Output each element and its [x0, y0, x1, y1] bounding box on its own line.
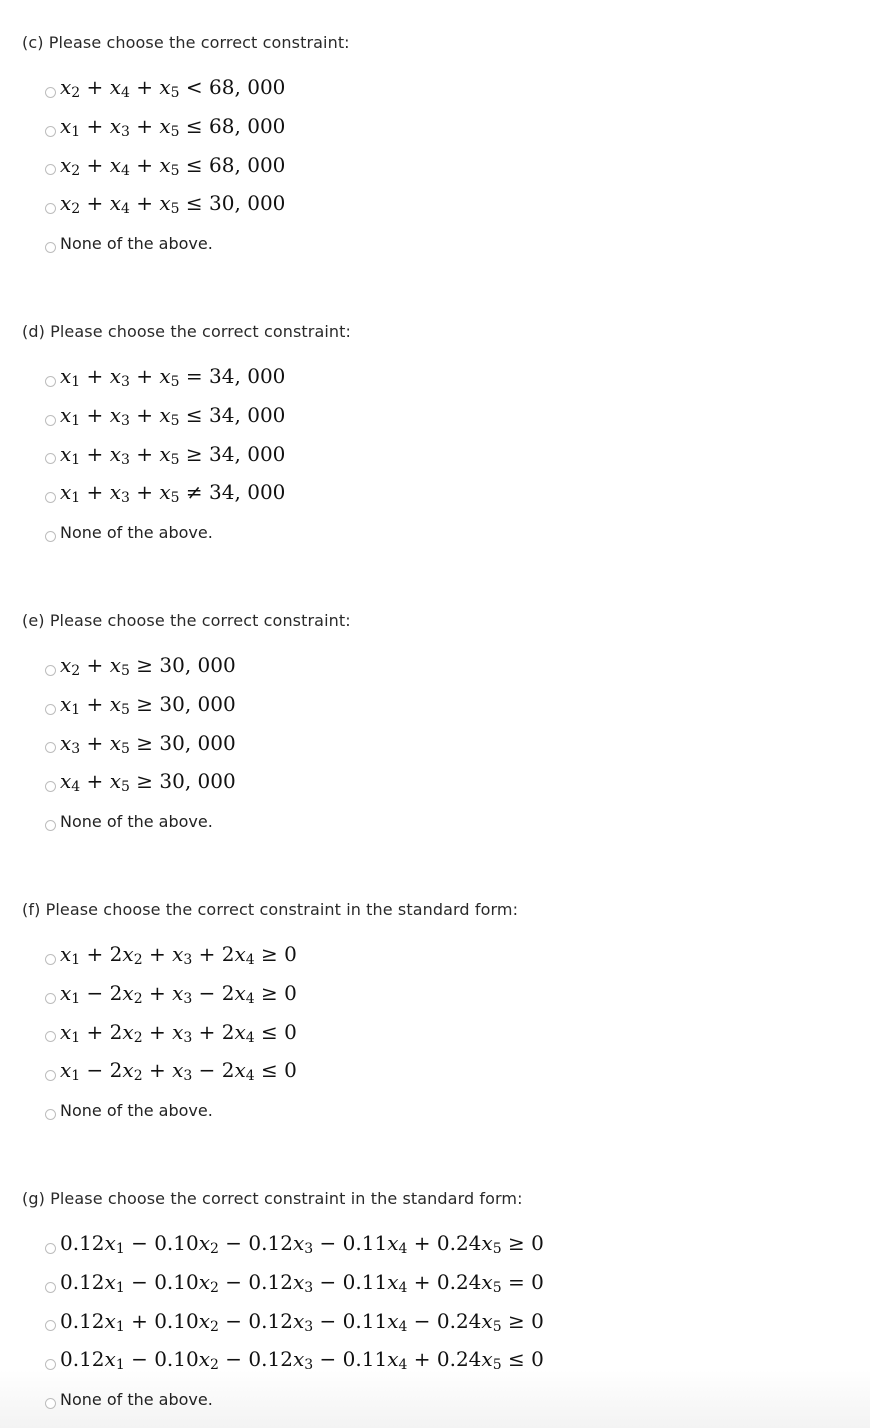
question-title: (e) Please choose the correct constraint: — [22, 611, 351, 630]
radio-button[interactable] — [45, 1359, 56, 1370]
radio-button[interactable] — [45, 665, 56, 676]
option-expression: $x_1 + x_5 \ge 30$, 000 — [60, 692, 236, 719]
option-expression: $0.12x_1 - 0.10x_2 - 0.12x_3 - 0.11x_4 + 0.24x_5 \ge 0$ — [60, 1231, 544, 1258]
options-group — [22, 69, 862, 262]
option-expression: $x_2 + x_4 + x_5 < 68$, 000 — [60, 75, 286, 102]
option-expression: $x_1 + x_3 + x_5 \le 34$, 000 — [60, 403, 286, 430]
radio-button[interactable] — [45, 242, 56, 253]
option-expression: $0.12x_1 + 0.10x_2 - 0.12x_3 - 0.11x_4 - 0.24x_5 \ge 0$ — [60, 1308, 544, 1335]
none-of-the-above-label: None of the above. — [60, 1100, 213, 1120]
option-expression: $0.12x_1 - 0.10x_2 - 0.12x_3 - 0.11x_4 + 0.24x_5 \le 0$ — [60, 1347, 544, 1374]
option-4[interactable] — [45, 763, 862, 802]
option-expression: $x_1 + x_3 + x_5 \le 68$, 000 — [60, 114, 286, 141]
option-expression: $x_1 - 2x_2 + x_3 - 2x_4 \le 0$ — [60, 1058, 297, 1085]
option-expression: $x_1 + 2x_2 + x_3 + 2x_4 \ge 0$ — [60, 942, 297, 969]
radio-button[interactable] — [45, 415, 56, 426]
option-4[interactable] — [45, 185, 862, 224]
option-expression: $x_4 + x_5 \ge 30$, 000 — [60, 769, 236, 796]
radio-button[interactable] — [45, 453, 56, 464]
radio-button[interactable] — [45, 1282, 56, 1293]
option-expression: $x_2 + x_4 + x_5 \le 68$, 000 — [60, 152, 286, 179]
option-4[interactable] — [45, 1341, 862, 1380]
radio-button[interactable] — [45, 203, 56, 214]
option-expression: $x_1 + x_3 + x_5 \ge 34$, 000 — [60, 441, 286, 468]
option-3[interactable] — [45, 724, 862, 763]
option-1[interactable] — [45, 647, 862, 686]
radio-button[interactable] — [45, 1070, 56, 1081]
radio-button[interactable] — [45, 820, 56, 831]
radio-button[interactable] — [45, 126, 56, 137]
radio-button[interactable] — [45, 1320, 56, 1331]
radio-button[interactable] — [45, 1398, 56, 1409]
radio-button[interactable] — [45, 1109, 56, 1120]
option-expression: $x_1 + x_3 + x_5 = 34$, 000 — [60, 364, 286, 391]
option-3[interactable] — [45, 1302, 862, 1341]
question-title: (f) Please choose the correct constraint in the standard form: — [22, 900, 519, 919]
options-group — [22, 936, 862, 1129]
question-f — [22, 899, 862, 1129]
option-expression: $x_1 - 2x_2 + x_3 - 2x_4 \ge 0$ — [60, 981, 297, 1008]
option-1[interactable] — [45, 936, 862, 975]
options-group — [22, 647, 862, 840]
option-none[interactable] — [45, 1091, 862, 1130]
radio-button[interactable] — [45, 993, 56, 1004]
option-1[interactable] — [45, 69, 862, 108]
option-none[interactable] — [45, 1380, 862, 1419]
question-title: (d) Please choose the correct constraint: — [22, 322, 352, 341]
radio-button[interactable] — [45, 781, 56, 792]
radio-button[interactable] — [45, 164, 56, 175]
option-none[interactable] — [45, 224, 862, 263]
option-expression: $x_1 + 2x_2 + x_3 + 2x_4 \le 0$ — [60, 1019, 297, 1046]
radio-button[interactable] — [45, 87, 56, 98]
none-of-the-above-label: None of the above. — [60, 522, 213, 542]
option-none[interactable] — [45, 802, 862, 841]
option-1[interactable] — [45, 358, 862, 397]
option-none[interactable] — [45, 513, 862, 552]
option-3[interactable] — [45, 146, 862, 185]
option-1[interactable] — [45, 1225, 862, 1264]
option-4[interactable] — [45, 474, 862, 513]
option-2[interactable] — [45, 108, 862, 147]
option-expression: $x_3 + x_5 \ge 30$, 000 — [60, 730, 236, 757]
radio-button[interactable] — [45, 492, 56, 503]
radio-button[interactable] — [45, 742, 56, 753]
options-group — [22, 358, 862, 551]
radio-button[interactable] — [45, 531, 56, 542]
none-of-the-above-label: None of the above. — [60, 1389, 213, 1409]
radio-button[interactable] — [45, 376, 56, 387]
none-of-the-above-label: None of the above. — [60, 233, 213, 253]
question-title: (g) Please choose the correct constraint in the standard form: — [22, 1189, 523, 1208]
option-expression: $x_2 + x_5 \ge 30$, 000 — [60, 653, 236, 680]
question-e — [22, 610, 862, 840]
option-2[interactable] — [45, 686, 862, 725]
radio-button[interactable] — [45, 1243, 56, 1254]
none-of-the-above-label: None of the above. — [60, 811, 213, 831]
option-expression: $0.12x_1 - 0.10x_2 - 0.12x_3 - 0.11x_4 + 0.24x_5 = 0$ — [60, 1270, 544, 1297]
option-expression: $x_2 + x_4 + x_5 \le 30$, 000 — [60, 191, 286, 218]
option-2[interactable] — [45, 975, 862, 1014]
option-3[interactable] — [45, 1013, 862, 1052]
question-g — [22, 1188, 862, 1418]
question-c — [22, 32, 862, 262]
option-3[interactable] — [45, 435, 862, 474]
radio-button[interactable] — [45, 704, 56, 715]
radio-button[interactable] — [45, 954, 56, 965]
option-2[interactable] — [45, 1264, 862, 1303]
option-expression: $x_1 + x_3 + x_5 \ne 34$, 000 — [60, 480, 286, 507]
options-group — [22, 1225, 862, 1418]
option-2[interactable] — [45, 397, 862, 436]
radio-button[interactable] — [45, 1031, 56, 1042]
option-4[interactable] — [45, 1052, 862, 1091]
question-title: (c) Please choose the correct constraint: — [22, 33, 350, 52]
question-d — [22, 321, 862, 551]
